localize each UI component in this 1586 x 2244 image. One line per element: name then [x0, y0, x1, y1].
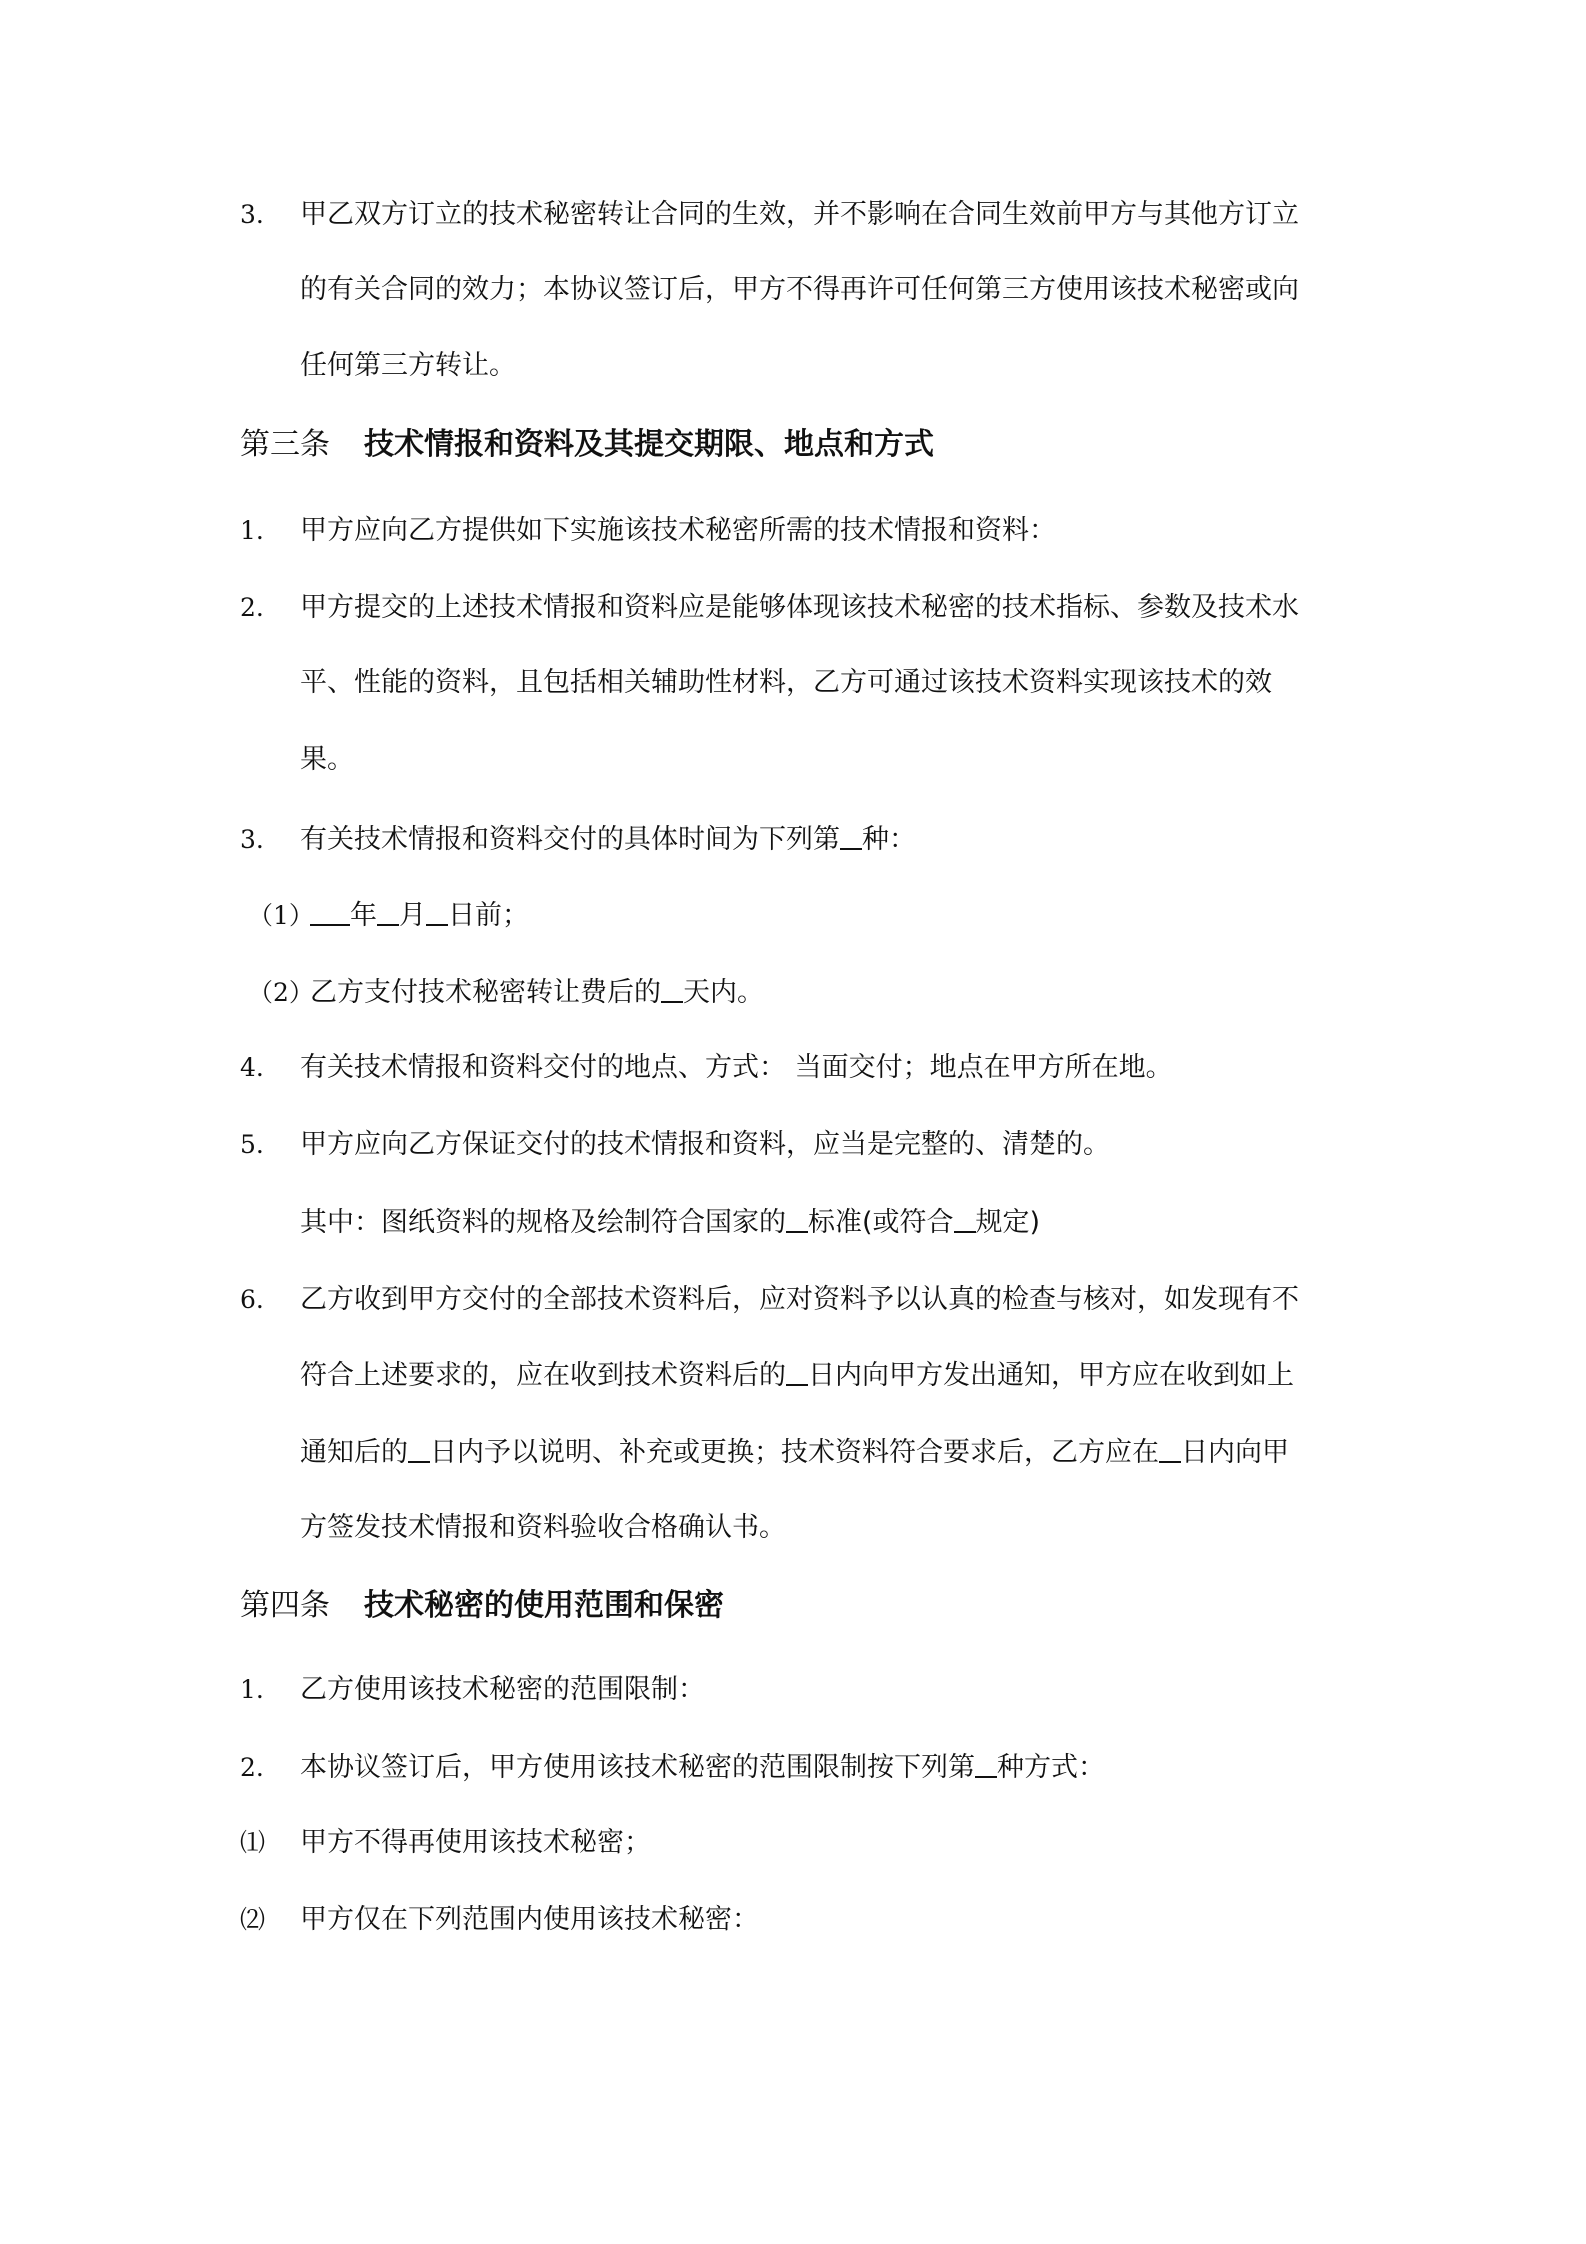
paragraph-line: 平、性能的资料，且包括相关辅助性材料，乙方可通过该技术资料实现该技术的效 — [300, 667, 1272, 698]
paragraph-line: 任何第三方转让。 — [300, 350, 516, 381]
text-segment: 日内予以说明、补充或更换；技术资料符合要求后，乙方应在 — [430, 1437, 1159, 1468]
option-number: ⑴ — [240, 1828, 266, 1857]
paragraph-line — [300, 1358, 1294, 1394]
text-segment: 种方式： — [997, 1752, 1105, 1783]
fill-in-blank[interactable] — [661, 975, 683, 1003]
paragraph-line: 甲方提交的上述技术情报和资料应是能够体现该技术秘密的技术指标、参数及技术水 — [300, 592, 1299, 623]
paragraph-line — [300, 1205, 1040, 1241]
text-segment: 符合上述要求的，应在收到技术资料后的 — [300, 1360, 786, 1391]
paragraph-line: 甲方仅在下列范围内使用该技术秘密： — [300, 1904, 759, 1935]
text-segment: 规定) — [975, 1207, 1041, 1238]
paragraph-line: 甲乙双方订立的技术秘密转让合同的生效，并不影响在合同生效前甲方与其他方订立 — [300, 199, 1299, 230]
fill-in-blank[interactable] — [377, 898, 399, 926]
text-segment: 年 — [350, 900, 377, 931]
paragraph-line: 乙方收到甲方交付的全部技术资料后，应对资料予以认真的检查与核对，如发现有不 — [300, 1284, 1299, 1315]
item-number: 2. — [240, 1753, 264, 1782]
paragraph-line — [300, 1435, 1289, 1471]
text-segment: 天内。 — [683, 977, 764, 1008]
paragraph-line — [300, 1750, 1105, 1786]
option-number: （2） — [248, 978, 314, 1007]
text-segment: 日内向甲 — [1181, 1437, 1289, 1468]
text-segment: 有关技术情报和资料交付的具体时间为下列第 — [300, 824, 840, 855]
text-segment: 本协议签订后，甲方使用该技术秘密的范围限制按下列第 — [300, 1752, 975, 1783]
fill-in-blank[interactable] — [310, 898, 350, 926]
item-number: 6. — [240, 1285, 264, 1314]
paragraph-line: 的有关合同的效力；本协议签订后，甲方不得再许可任何第三方使用该技术秘密或向 — [300, 274, 1299, 305]
paragraph-line: 甲方应向乙方保证交付的技术情报和资料，应当是完整的、清楚的。 — [300, 1129, 1110, 1160]
fill-in-blank[interactable] — [954, 1205, 976, 1233]
paragraph-line — [310, 975, 764, 1011]
paragraph-line: 甲方应向乙方提供如下实施该技术秘密所需的技术情报和资料： — [300, 515, 1056, 546]
text-segment: 日内向甲方发出通知，甲方应在收到如上 — [808, 1360, 1294, 1391]
item-number: 2. — [240, 593, 264, 622]
fill-in-blank[interactable] — [408, 1435, 430, 1463]
item-number: 3. — [240, 200, 264, 229]
article-title: 技术秘密的使用范围和保密 — [364, 1588, 724, 1623]
fill-in-blank[interactable] — [786, 1358, 808, 1386]
paragraph-line: 甲方不得再使用该技术秘密； — [300, 1827, 651, 1858]
text-segment: 标准(或符合 — [808, 1207, 954, 1238]
item-number: 4. — [240, 1053, 264, 1082]
item-number: 3. — [240, 825, 264, 854]
article-title: 技术情报和资料及其提交期限、地点和方式 — [364, 427, 934, 462]
text-segment: 种： — [862, 824, 916, 855]
fill-in-blank[interactable] — [840, 822, 862, 850]
paragraph-line: 方签发技术情报和资料验收合格确认书。 — [300, 1512, 786, 1543]
text-segment: 乙方支付技术秘密转让费后的 — [310, 977, 661, 1008]
text-segment: 通知后的 — [300, 1437, 408, 1468]
option-number: （1） — [248, 901, 314, 930]
fill-in-blank[interactable] — [1159, 1435, 1181, 1463]
fill-in-blank[interactable] — [786, 1205, 808, 1233]
paragraph-line — [310, 898, 529, 934]
text-segment: 其中：图纸资料的规格及绘制符合国家的 — [300, 1207, 786, 1238]
paragraph-line: 乙方使用该技术秘密的范围限制： — [300, 1674, 705, 1705]
text-segment: 月 — [399, 900, 426, 931]
option-number: ⑵ — [240, 1905, 266, 1934]
article-heading — [240, 425, 934, 465]
item-number: 5. — [240, 1130, 264, 1159]
article-number: 第四条 — [240, 1588, 330, 1623]
item-number: 1. — [240, 516, 264, 545]
fill-in-blank[interactable] — [975, 1750, 997, 1778]
article-number: 第三条 — [240, 427, 330, 462]
text-segment: 日前； — [448, 900, 529, 931]
fill-in-blank[interactable] — [426, 898, 448, 926]
paragraph-line: 有关技术情报和资料交付的地点、方式： 当面交付；地点在甲方所在地。 — [300, 1052, 1173, 1083]
paragraph-line: 果。 — [300, 744, 354, 775]
article-heading — [240, 1586, 724, 1626]
paragraph-line — [300, 822, 916, 858]
item-number: 1. — [240, 1675, 264, 1704]
